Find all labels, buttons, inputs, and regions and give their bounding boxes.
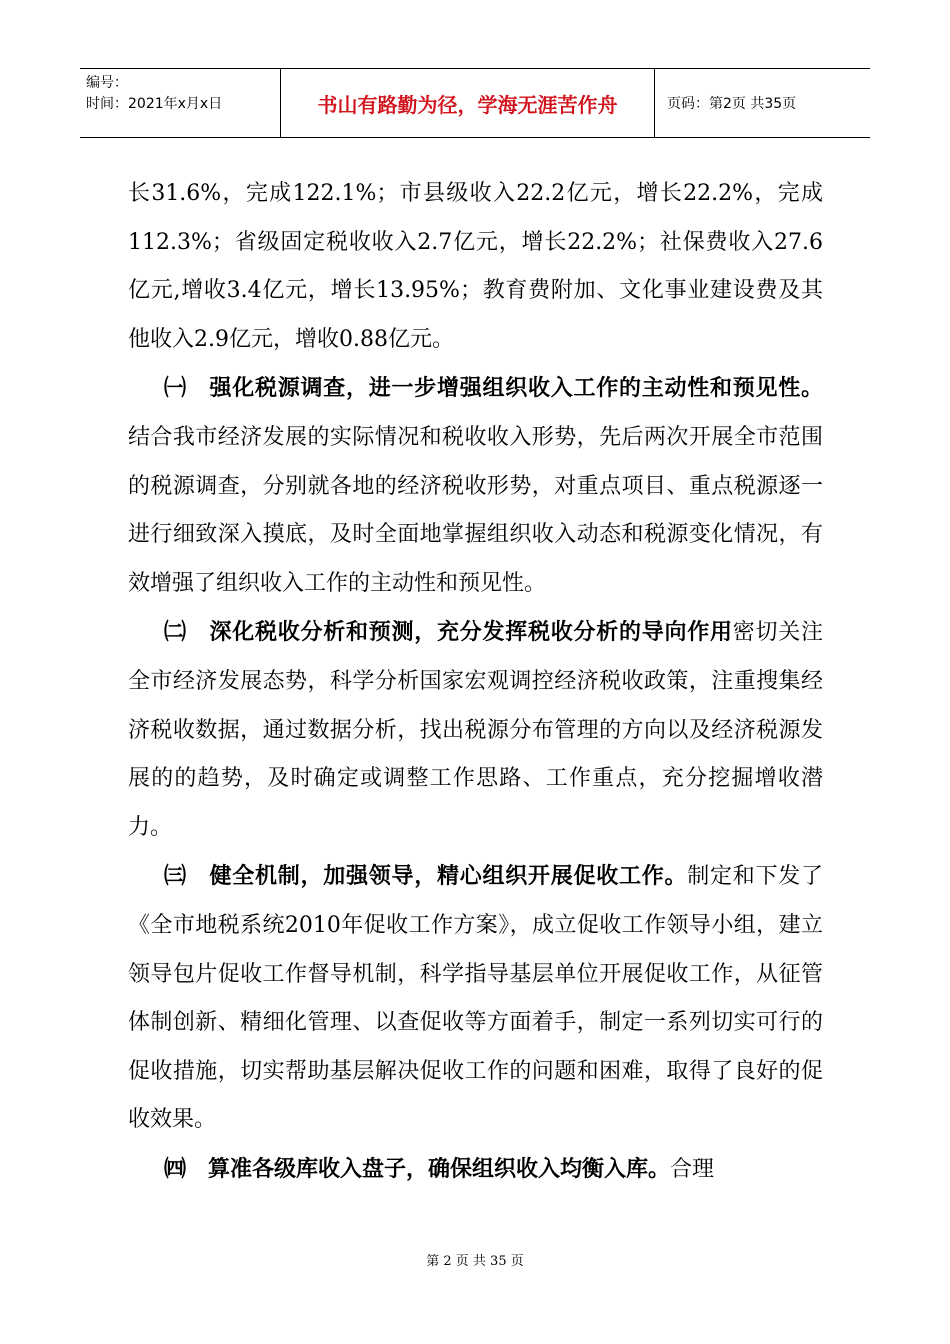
section-4-text: 合理	[670, 1156, 715, 1182]
header-meta	[80, 69, 281, 137]
section-3	[128, 852, 823, 1145]
section-4	[128, 1145, 823, 1195]
section-2-heading: ㈡ 深化税收分析和预测，充分发挥税收分析的导向作用	[164, 619, 733, 646]
page-header	[80, 68, 870, 138]
header-motto: 书山有路勤为径，学海无涯苦作舟	[281, 69, 655, 137]
section-1	[128, 364, 823, 608]
section-1-heading: ㈠ 强化税源调查，进一步增强组织收入工作的主动性和预见性。	[164, 375, 823, 402]
page-footer: 第 2 页 共 35 页	[426, 1254, 524, 1269]
document-body	[128, 170, 823, 1194]
section-3-heading: ㈢ 健全机制，加强领导，精心组织开展促收工作。	[164, 863, 688, 890]
section-4-heading: ㈣ 算准各级库收入盘子，确保组织收入均衡入库。	[164, 1155, 671, 1182]
header-page-info: 页码：第2页 共35页	[667, 96, 797, 112]
document-time: 时间：2021年x月x日	[86, 96, 223, 112]
section-2	[128, 608, 823, 852]
section-2-text: 密切关注全市经济发展态势，科学分析国家宏观调控经济税收政策，注重搜集经济税收数据，通过数据分析，找出税源分布管理的方向以及经济税源发展的的趋势，及时确定或调整工作思路、工作重点，充分挖掘增收潜力。	[128, 620, 823, 840]
paragraph-revenue-summary: 长31.6%，完成122.1%；市县级收入22.2亿元，增长22.2%，完成112.3%；省级固定税收收入2.7亿元，增长22.2%；社保费收入27.6亿元,增收3.4亿元，增长13.95%；教育费附加、文化事业建设费及其他收入2.9亿元，增收0.88亿元。	[128, 181, 823, 352]
section-3-text: 制定和下发了《全市地税系统2010年促收工作方案》，成立促收工作领导小组，建立领导包片促收工作督导机制，科学指导基层单位开展促收工作，从征管体制创新、精细化管理、以查促收等方面着手，制定一系列切实可行的促收措施，切实帮助基层解决促收工作的问题和困难，取得了良好的促收效果。	[128, 864, 823, 1133]
document-code-label: 编号：	[86, 75, 128, 91]
section-1-text: 结合我市经济发展的实际情况和税收收入形势，先后两次开展全市范围的税源调查，分别就各地的经济税收形势，对重点项目、重点税源逐一进行细致深入摸底，及时全面地掌握组织收入动态和税源变化情况，有效增强了组织收入工作的主动性和预见性。	[128, 424, 823, 596]
